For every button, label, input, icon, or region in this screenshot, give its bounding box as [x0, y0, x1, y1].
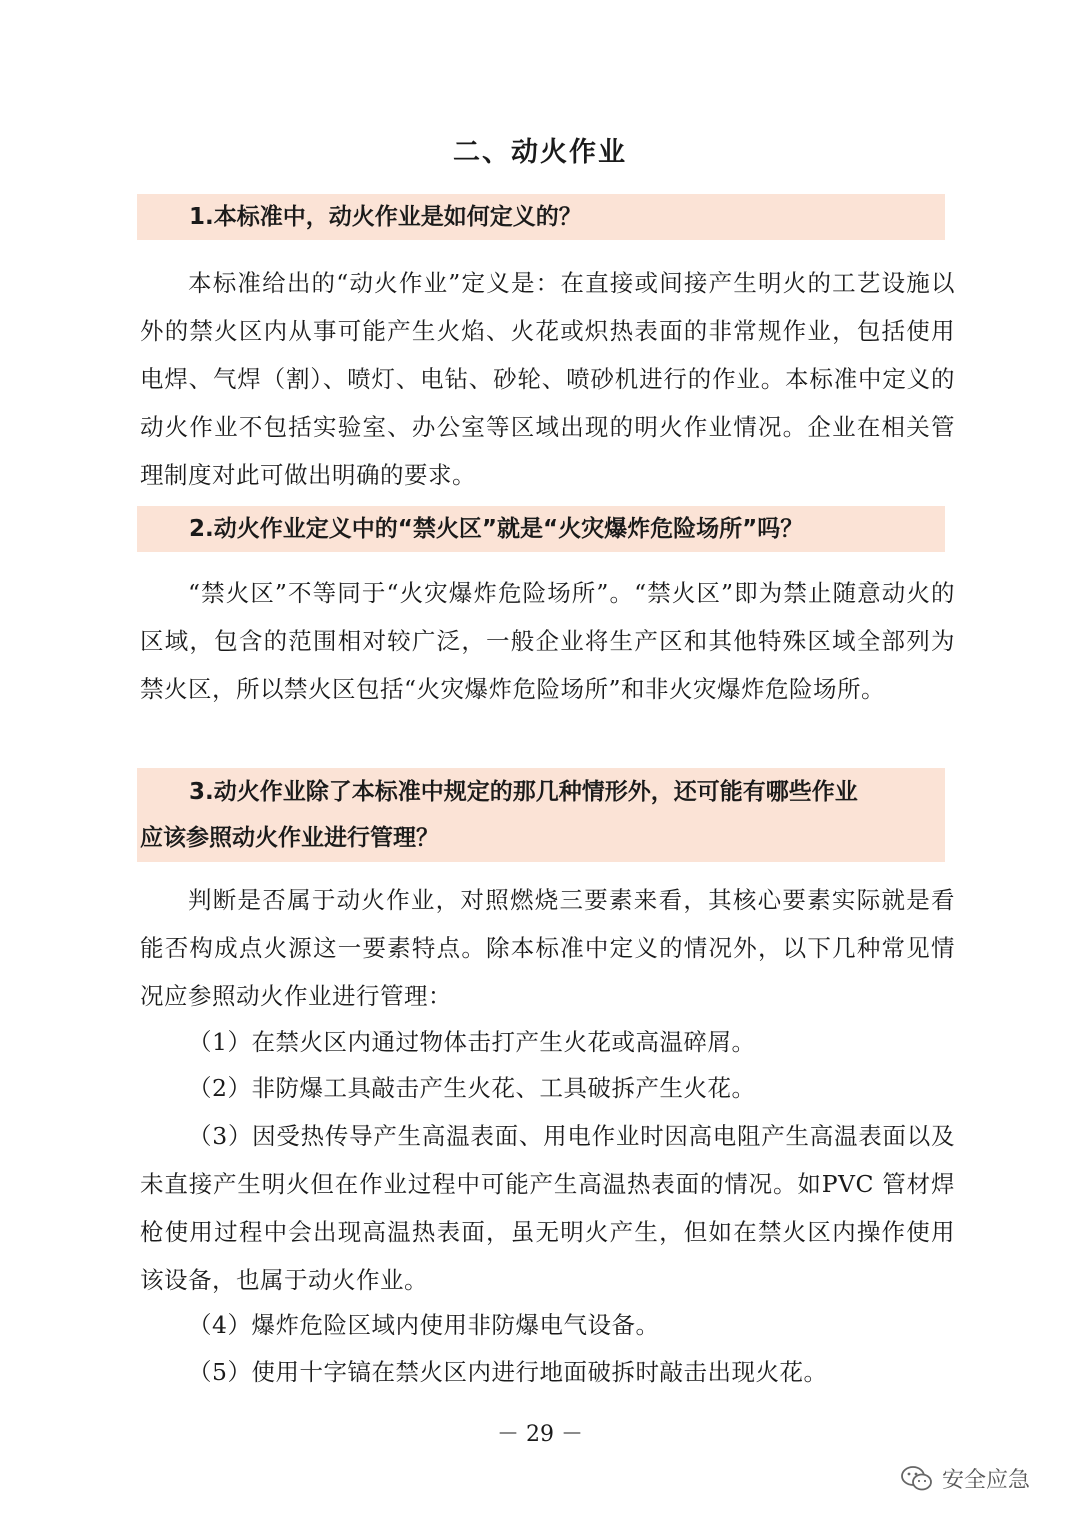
- wechat-icon: [900, 1465, 934, 1493]
- list-item: （1）在禁火区内通过物体击打产生火花或高温碎屑。: [188, 1028, 756, 1056]
- section-title: 二、动火作业: [453, 137, 627, 168]
- question-1-heading: [137, 194, 945, 240]
- question-2-heading: [137, 506, 945, 552]
- question-1-answer: 本标准给出的“动火作业”定义是：在直接或间接产生明火的工艺设施以外的禁火区内从事可能产生火焰、火花或炽热表面的非常规作业，包括使用电焊、气焊（割）、喷灯、电钻、砂轮、喷砂机进行的作业。本标准中定义的动火作业不包括实验室、办公室等区域出现的明火作业情况。企业在相关管理制度对此可做出明确的要求。: [140, 269, 955, 489]
- question-3-title-line2: 应该参照动火作业进行管理？: [140, 825, 439, 851]
- list-item: （4）爆炸危险区域内使用非防爆电气设备。: [188, 1311, 660, 1339]
- question-3-intro: 判断是否属于动火作业，对照燃烧三要素来看，其核心要素实际就是看能否构成点火源这一要素特点。除本标准中定义的情况外，以下几种常见情况应参照动火作业进行管理：: [140, 886, 955, 1010]
- list-item: （5）使用十字镐在禁火区内进行地面破拆时敲击出现火花。: [188, 1358, 828, 1386]
- question-2-title: 2.动火作业定义中的“禁火区”就是“火灾爆炸危险场所”吗？: [189, 516, 804, 542]
- question-3-heading: [137, 768, 945, 862]
- question-3-title-line1: 3.动火作业除了本标准中规定的那几种情形外，还可能有哪些作业: [189, 779, 858, 805]
- watermark: [900, 1463, 1030, 1494]
- question-2-answer: “禁火区”不等同于“火灾爆炸危险场所”。“禁火区”即为禁止随意动火的区域，包含的范围相对较广泛，一般企业将生产区和其他特殊区域全部列为禁火区，所以禁火区包括“火灾爆炸危险场所”和非火灾爆炸危险场所。: [140, 579, 955, 703]
- question-1-title: 1.本标准中，动火作业是如何定义的？: [189, 204, 582, 230]
- watermark-text: 安全应急: [942, 1468, 1031, 1493]
- page-number: － 29 －: [497, 1422, 583, 1447]
- list-item: （2）非防爆工具敲击产生火花、工具破拆产生火花。: [188, 1074, 756, 1102]
- list-item: （3）因受热传导产生高温表面、用电作业时因高电阻产生高温表面以及未直接产生明火但在作业过程中可能产生高温热表面的情况。如PVC 管材焊枪使用过程中会出现高温热表面，虽无明火产生，但如在禁火区内操作使用该设备，也属于动火作业。: [140, 1122, 955, 1294]
